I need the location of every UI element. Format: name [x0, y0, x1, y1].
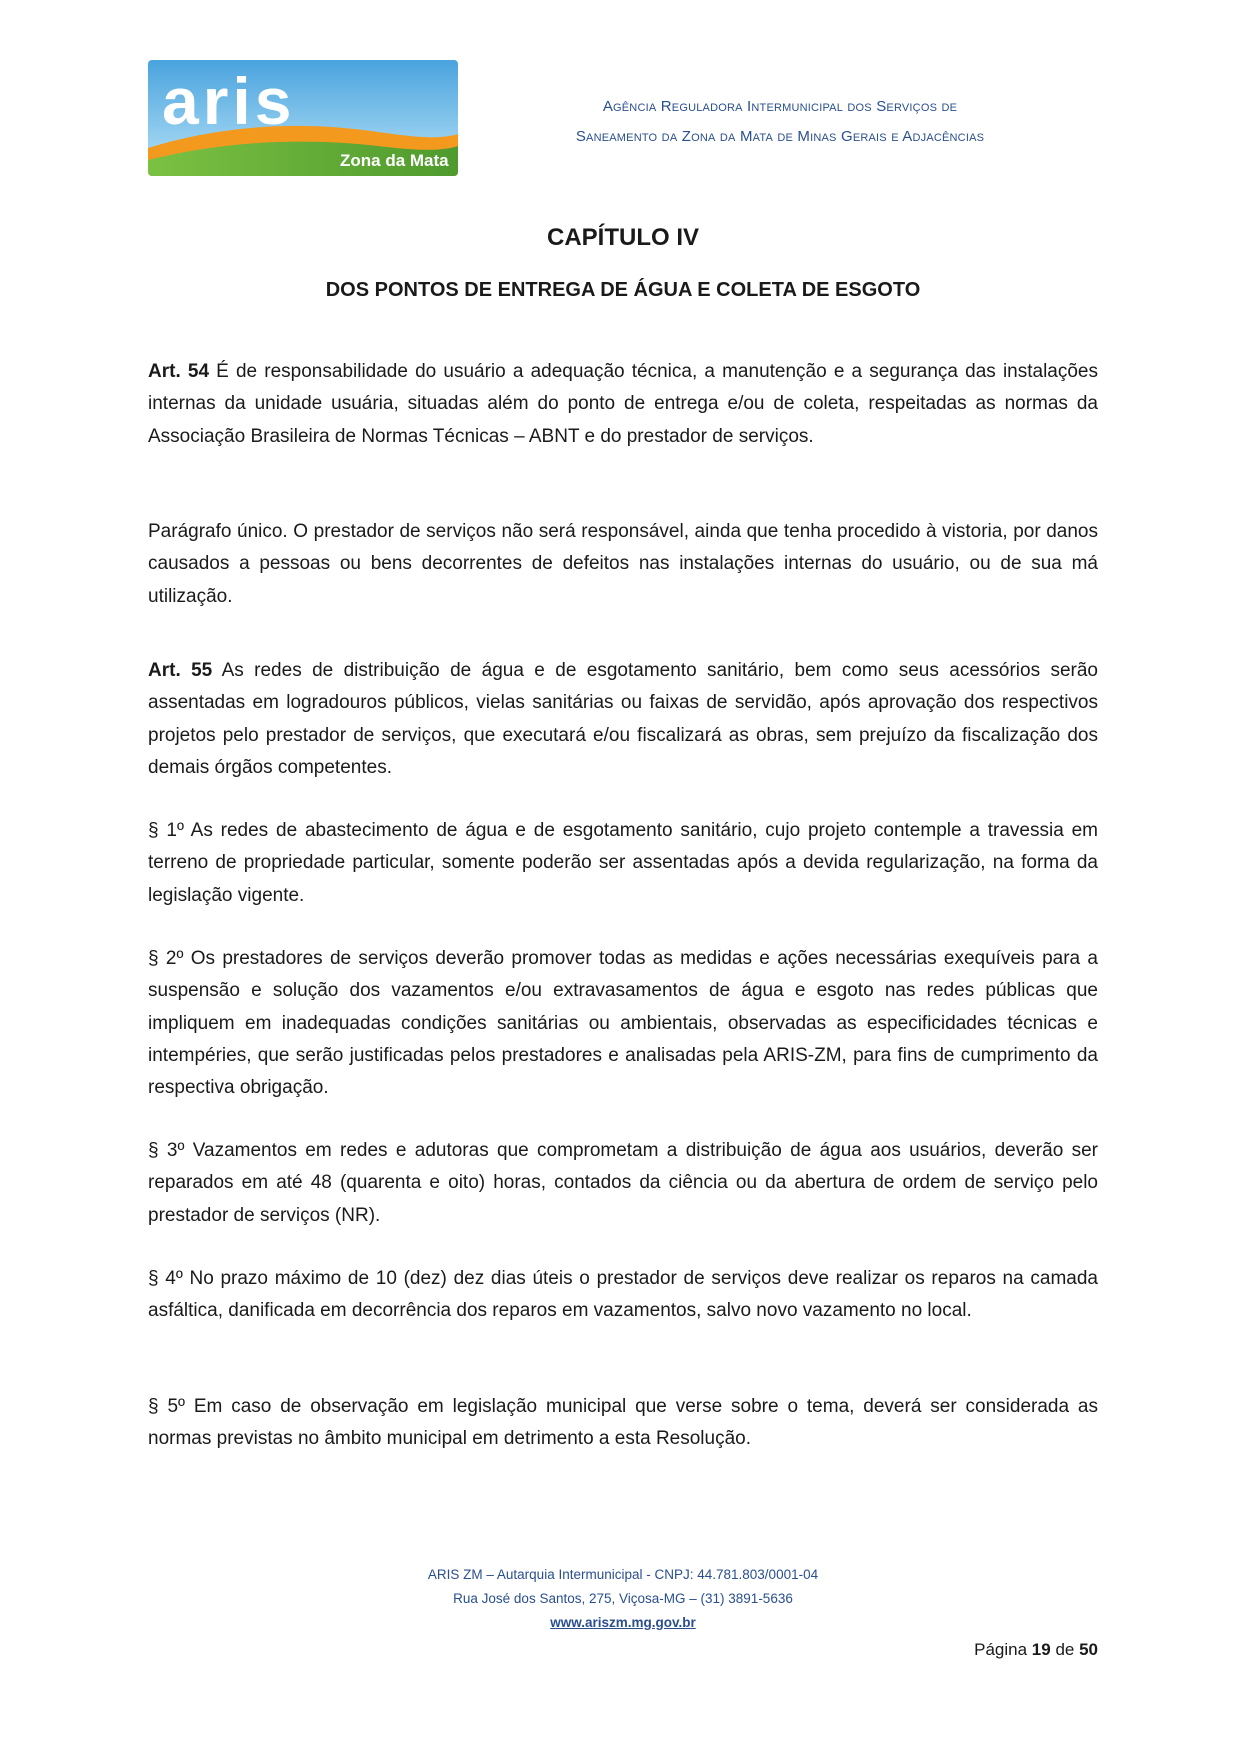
logo-wordmark: aris — [162, 64, 296, 138]
footer-website-link[interactable]: www.ariszm.mg.gov.br — [550, 1615, 696, 1630]
article-55 — [148, 655, 1098, 784]
agency-name-line2: Saneamento da Zona da Mata de Minas Gerais e Adjacências — [575, 128, 985, 145]
article-54-text: É de responsabilidade do usuário a adequação técnica, a manutenção e a segurança das instalações internas da unidade usuária, situadas além do ponto de entrega e/ou de coleta, respeitadas as normas da Associação Brasileira de Normas Técnicas – ABNT e do prestador de serviços. — [148, 361, 1098, 447]
page-number — [974, 1640, 1098, 1660]
article-55-label: Art. 55 — [148, 660, 213, 681]
article-54 — [148, 356, 1098, 453]
chapter-title: CAPÍTULO IV — [546, 224, 699, 251]
footer-line1: ARIS ZM – Autarquia Intermunicipal - CNPJ: 44.781.803/0001-04 — [427, 1567, 819, 1582]
aris-logo — [148, 60, 458, 176]
page-number-total: 50 — [1079, 1640, 1098, 1659]
aris-logo-graphic — [148, 60, 458, 176]
page-number-current: 19 — [1031, 1640, 1051, 1659]
article-55-paragraph-2: § 2º Os prestadores de serviços deverão promover todas as medidas e ações necessárias exequíveis para a suspensão e solução dos vazamentos e/ou extravasamentos de água e esgoto nas redes públicas que impliquem em inadequadas condições sanitárias ou ambientais, observadas as especificidades técnicas e intempéries, que serão justificadas pelos prestadores e analisadas pela ARIS-ZM, para fins de cumprimento da respectiva obrigação. — [148, 948, 1098, 1099]
logo-subtitle: Zona da Mata — [340, 151, 449, 170]
page-number-label: Página — [974, 1640, 1032, 1659]
page-footer — [148, 1563, 1098, 1635]
article-54-label: Art. 54 — [148, 361, 210, 382]
article-55-paragraph-3: § 3º Vazamentos em redes e adutoras que comprometam a distribuição de água aos usuários, deverão ser reparados em até 48 (quarenta e oito) horas, contados da ciência ou da abertura de ordem de serviço pelo prestador de serviços (NR). — [148, 1140, 1098, 1226]
article-55-text: As redes de distribuição de água e de esgotamento sanitário, bem como seus acessórios serão assentadas em logradouros públicos, vielas sanitárias ou faixas de servidão, após aprovação dos respectivos projetos pelo prestador de serviços, que executará e/ou fiscalizará as obras, sem prejuízo da fiscalização dos demais órgãos competentes. — [148, 660, 1098, 778]
article-55-paragraph-4: § 4º No prazo máximo de 10 (dez) dez dias úteis o prestador de serviços deve realizar os reparos na camada asfáltica, danificada em decorrência dos reparos em vazamentos, salvo novo vazamento no local. — [148, 1268, 1098, 1322]
page-number-separator: de — [1050, 1640, 1080, 1659]
footer-line2: Rua José dos Santos, 275, Viçosa-MG – (31) 3891-5636 — [453, 1591, 793, 1606]
article-54-sole-paragraph: Parágrafo único. O prestador de serviços não será responsável, ainda que tenha procedido à vistoria, por danos causados a pessoas ou bens decorrentes de defeitos nas instalações internas do usuário, ou de sua má utilização. — [148, 521, 1098, 607]
agency-name-line1: Agência Reguladora Intermunicipal dos Serviços de — [602, 98, 958, 115]
article-55-paragraph-1: § 1º As redes de abastecimento de água e de esgotamento sanitário, cujo projeto contemple a travessia em terreno de propriedade particular, somente poderão ser assentadas após a devida regularização, na forma da legislação vigente. — [148, 820, 1098, 906]
agency-name — [500, 92, 1060, 152]
chapter-subtitle: DOS PONTOS DE ENTREGA DE ÁGUA E COLETA DE ESGOTO — [325, 279, 921, 301]
article-55-paragraph-5: § 5º Em caso de observação em legislação municipal que verse sobre o tema, deverá ser considerada as normas previstas no âmbito municipal em detrimento a esta Resolução. — [148, 1396, 1098, 1450]
